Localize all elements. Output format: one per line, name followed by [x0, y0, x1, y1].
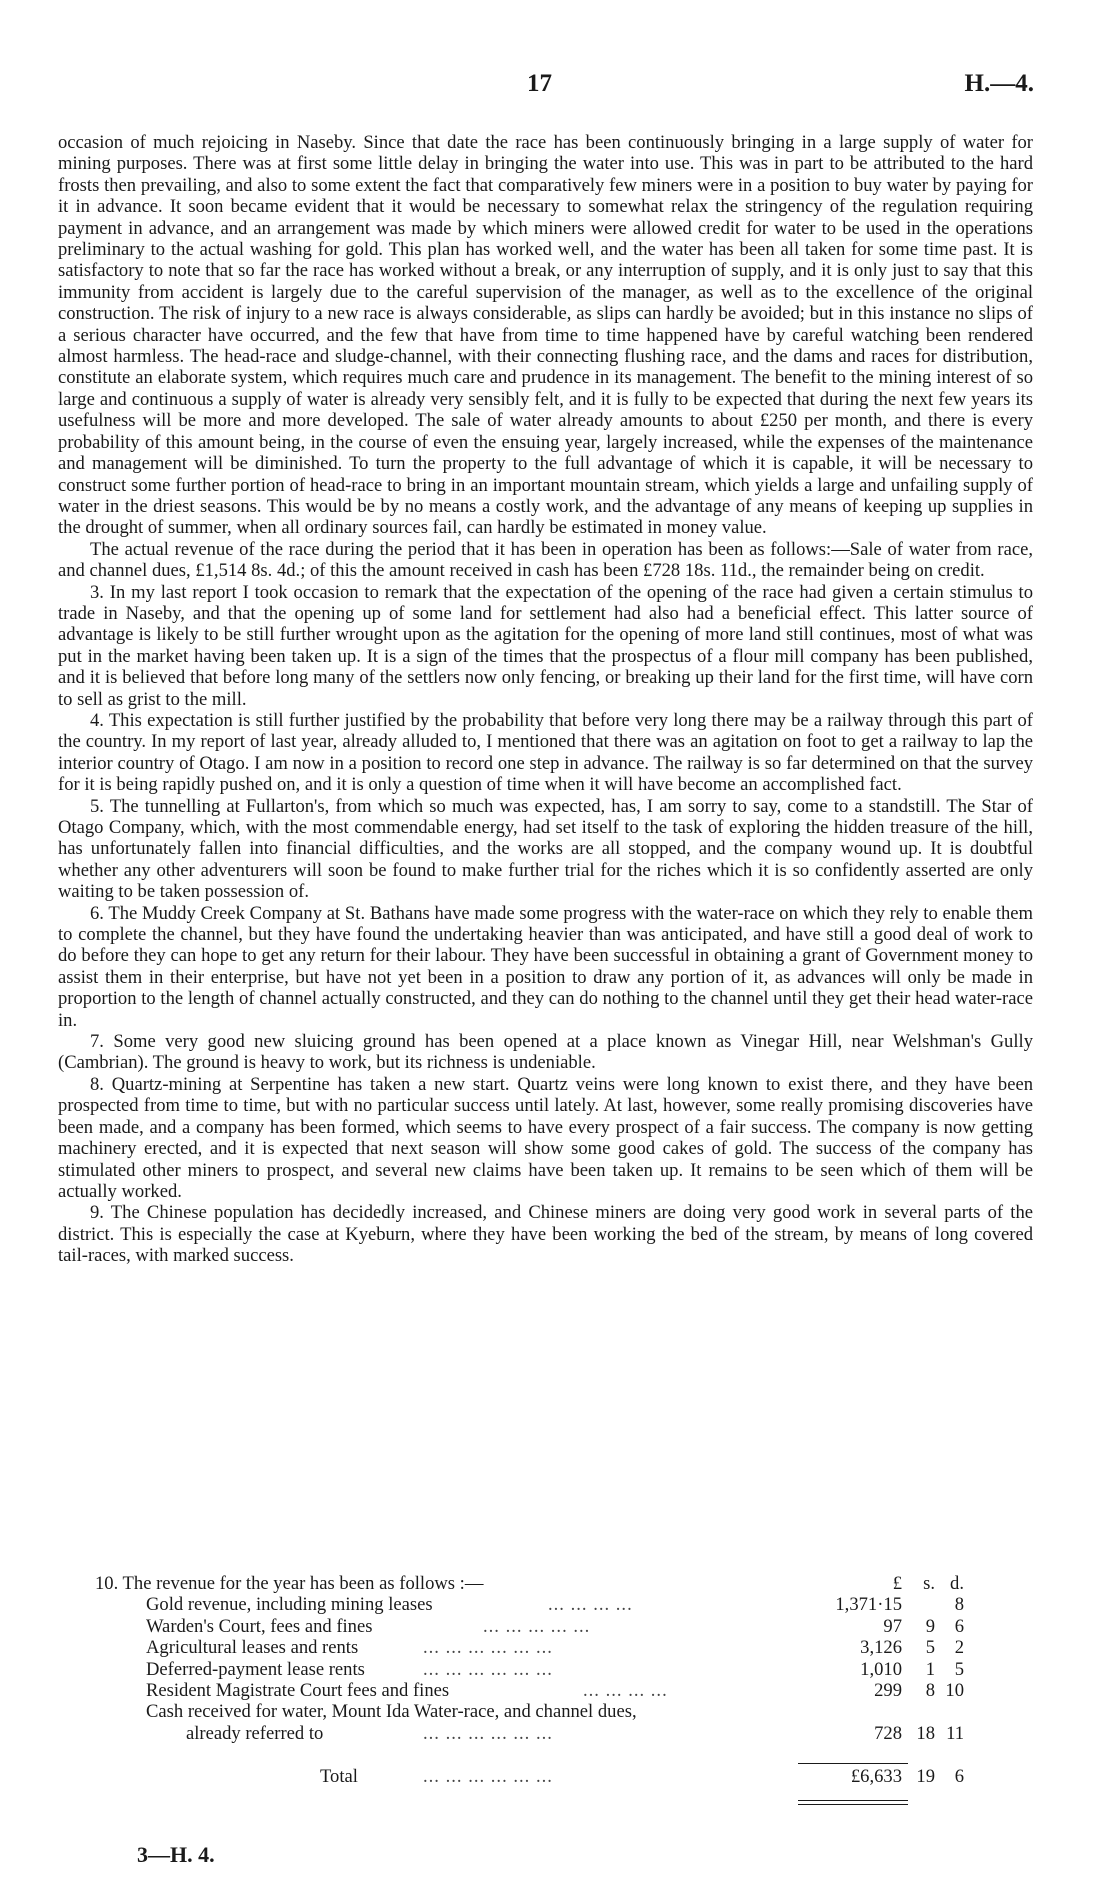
pence-column-header: d.: [950, 1573, 964, 1594]
revenue-row-pence: 6: [954, 1615, 964, 1637]
revenue-row: [58, 1616, 1033, 1637]
revenue-row-shillings: 8: [925, 1679, 935, 1701]
revenue-table: [58, 1573, 1033, 1788]
paragraph-4-railway: 4. This expectation is still further justified by the probability that before very long there may be a railway through this part of the country. In my report of last year, already alluded to, I mentioned that there was an agitation on foot to get a railway to lap the interior country of Otago. I am now in a position to record one step in advance. The railway is so far determined on that the survey for it is being rapidly pushed on, and it is only a question of time when it will have become an accomplished fact.: [58, 709, 1033, 796]
revenue-row-pounds: 299: [874, 1679, 902, 1701]
cash-received-row-line1: [58, 1701, 1033, 1722]
total-double-rule-top: [798, 1800, 908, 1801]
revenue-header-row: [58, 1573, 1033, 1594]
dot-leader: ... ... ... ... ... ...: [423, 1722, 553, 1744]
cash-received-shillings: 18: [916, 1722, 935, 1744]
pounds-column-header: £: [892, 1573, 902, 1594]
revenue-row-pounds: 97: [883, 1615, 902, 1637]
paragraph-7-vinegar-hill: 7. Some very good new sluicing ground has been opened at a place known as Vinegar Hill, near Welshman's Gully (Cambrian). The ground is heavy to work, but its richness is undeniable.: [58, 1031, 1033, 1074]
revenue-row-shillings: 1: [925, 1658, 935, 1680]
revenue-row-pence: 2: [954, 1637, 964, 1659]
paragraph-5-tunnelling: 5. The tunnelling at Fullarton's, from which so much was expected, has, I am sorry to say, come to a standstill. The Star of Otago Company, which, with the most commendable energy, had set itself to the task of exploring the hidden treasure of the hill, has unfortunately fallen into financial difficulties, and the works are all stopped, and the company wound up. It is doubtful whether any other adventurers will soon be found to make further trial for the riches which it is so confidently asserted are only waiting to be taken possession of.: [58, 795, 1033, 903]
cash-received-pounds: 728: [874, 1722, 902, 1744]
total-pounds: £6,633: [850, 1766, 902, 1788]
dot-leader: ... ... ... ... ...: [483, 1615, 591, 1637]
revenue-row-pounds: 3,126: [860, 1637, 902, 1659]
revenue-row: [58, 1637, 1033, 1658]
page-number: 17: [527, 70, 552, 97]
total-shillings: 19: [916, 1766, 935, 1788]
dot-leader: ... ... ... ...: [583, 1679, 668, 1701]
total-pence: 6: [954, 1766, 964, 1788]
revenue-row-pence: 8: [954, 1594, 964, 1616]
paragraph-race-revenue: The actual revenue of the race during the period that it has been in operation has been as follows:—Sale of water from race, and channel dues, £1,514 8s. 4d.; of this the amount received in cash has been £728 18s. 11d., the remainder being on credit.: [58, 538, 1033, 582]
revenue-row-label: Agricultural leases and rents: [146, 1637, 359, 1659]
revenue-row-label: Gold revenue, including mining leases: [146, 1594, 433, 1616]
paragraph-6-muddy-creek: 6. The Muddy Creek Company at St. Bathans have made some progress with the water-race on which they rely to enable them to complete the channel, but they have found the undertaking heavier than was anticipated, and have still a good deal of work to do before they can hope to get any return for their labour. They have been successful in obtaining a grant of Government money to assist them in their enterprise, but have not yet been in a position to draw any portion of it, as advances will only be made in proportion to the length of channel actually constructed, and they can do nothing to the channel until they get their head water-race in.: [58, 902, 1033, 1031]
dot-leader: ... ... ... ... ... ...: [423, 1766, 553, 1788]
signature-mark: 3—H. 4.: [137, 1842, 215, 1867]
document-reference: H.—4.: [964, 70, 1034, 97]
revenue-intro: 10. The revenue for the year has been as follows :—: [95, 1573, 484, 1594]
revenue-row: [58, 1659, 1033, 1680]
body-text: [58, 132, 1033, 1267]
total-row: [58, 1766, 1033, 1787]
cash-received-label: Cash received for water, Mount Ida Water-race, and channel dues,: [146, 1701, 637, 1723]
total-double-rule-bottom: [798, 1804, 908, 1805]
cash-received-label-continued: already referred to: [186, 1722, 324, 1744]
dot-leader: ... ... ... ...: [548, 1594, 633, 1616]
cash-received-pence: 11: [946, 1722, 964, 1744]
paragraph-3-trade: 3. In my last report I took occasion to remark that the expectation of the opening of the race had given a certain stimulus to trade in Naseby, and that the opening up of some land for settlement had also had a beneficial effect. This latter source of advantage is likely to be still further wrought upon as the agitation for the opening of more land still continues, most of what was put in the market having been taken up. It is a sign of the times that the prospectus of a flour mill company has been published, and it is believed that before long many of the settlers now only fencing, or breaking up their land for the first time, will have corn to sell as grist to the mill.: [58, 581, 1033, 710]
revenue-row-label: Deferred-payment lease rents: [146, 1658, 365, 1680]
paragraph-8-quartz-mining: 8. Quartz-mining at Serpentine has taken a new start. Quartz veins were long known to exist there, and they have been prospected from time to time, but with no particular success until lately. At last, however, some really promising discoveries have been made, and a company has been formed, which seems to have every prospect of a fair success. The company is now getting machinery erected, and it is expected that next season will show some good cakes of gold. The success of the company has stimulated other miners to prospect, and several new claims have been taken up. It remains to be seen which of them will be actually worked.: [58, 1073, 1033, 1202]
revenue-row-label: Resident Magistrate Court fees and fines: [146, 1679, 450, 1701]
cash-received-row-line2: [58, 1723, 1033, 1744]
subtotal-rule: [798, 1763, 908, 1764]
revenue-row-shillings: 9: [925, 1615, 935, 1637]
revenue-row-pounds: 1,371·15: [835, 1594, 902, 1616]
dot-leader: ... ... ... ... ... ...: [423, 1658, 553, 1680]
revenue-row-pence: 5: [954, 1658, 964, 1680]
dot-leader: ... ... ... ... ... ...: [423, 1637, 553, 1659]
revenue-row-label: Warden's Court, fees and fines: [146, 1615, 373, 1637]
revenue-row-pounds: 1,010: [860, 1658, 902, 1680]
page-header: [0, 70, 1114, 110]
total-label: Total: [320, 1766, 358, 1788]
shillings-column-header: s.: [923, 1573, 935, 1594]
revenue-row: [58, 1680, 1033, 1701]
paragraph-9-chinese-miners: 9. The Chinese population has decidedly increased, and Chinese miners are doing very good work in several parts of the district. This is especially the case at Kyeburn, where they have been working the bed of the stream, by means of long covered tail-races, with marked success.: [58, 1202, 1033, 1267]
revenue-row: [58, 1594, 1033, 1615]
revenue-row-shillings: 5: [925, 1637, 935, 1659]
revenue-row-pence: 10: [945, 1679, 964, 1701]
paragraph-race-operations: occasion of much rejoicing in Naseby. Since that date the race has been continuously bringing in a large supply of water for mining purposes. There was at first some little delay in bringing the water into use. This was in part to be attributed to the hard frosts then prevailing, and also to some extent the fact that comparatively few miners were in a position to buy water by paying for it in advance. It soon became evident that it would be necessary to somewhat relax the stringency of the regulation requiring payment in advance, and an arrangement was made by which miners were allowed credit for water to be used in the operations preliminary to the actual washing for gold. This plan has worked well, and the water has been all taken for some time past. It is satisfactory to note that so far the race has worked without a break, or any interruption of supply, and it is only just to say that this immunity from accident is largely due to the careful supervision of the manager, as well as to the excellence of the original construction. The risk of injury to a new race is always considerable, as slips can hardly be avoided; but in this instance no slips of a serious character have occurred, and the few that have from time to time happened have by careful watching been rendered almost harmless. The head-race and sludge-channel, with their connecting flushing race, and the dams and races for distribution, constitute an elaborate system, which requires much care and prudence in its management. The benefit to the mining interest of so large and continuous a supply of water is already very sensibly felt, and it is fully to be expected that during the next few years its usefulness will be more and more developed. The sale of water already amounts to about £250 per month, and there is every probability of this amount being, in the course of even the ensuing year, largely increased, while the expenses of the maintenance and management will be diminished. To turn the property to the full advantage of which it is capable, it will be necessary to construct some further portion of head-race to bring in an important mountain stream, which yields a large and unfailing supply of water in the driest seasons. This would be by no means a costly work, and the advantage of any means of keeping up supplies in the drought of summer, when all ordinary sources fail, can hardly be estimated in money value.: [58, 132, 1033, 539]
